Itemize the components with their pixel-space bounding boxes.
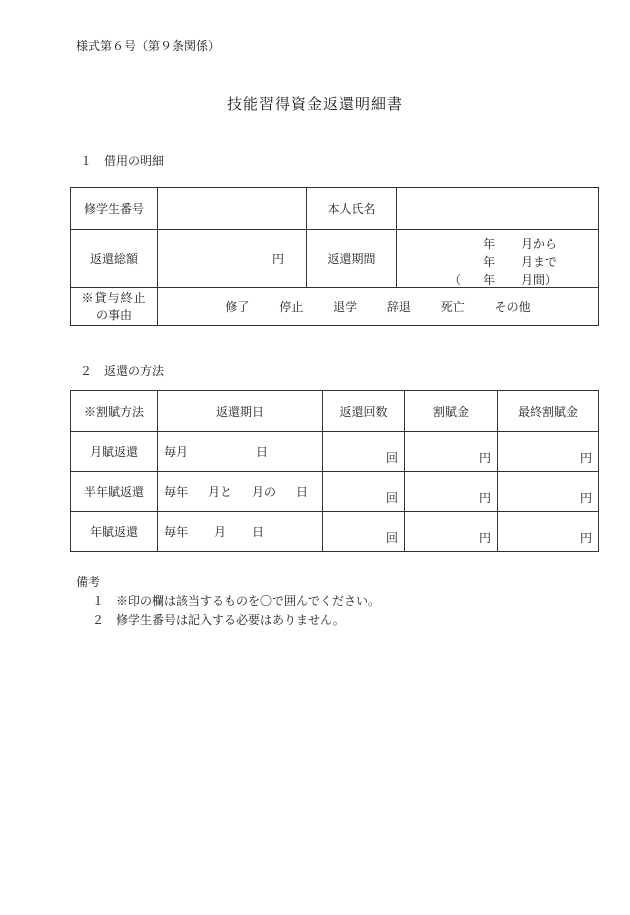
period-label: 返還期間 xyxy=(307,230,397,288)
termination-reason-label-line2: の事由 xyxy=(95,307,132,322)
note-item-2: ２ 修学生番号は記入する必要はありません。 xyxy=(92,613,345,627)
period-field[interactable] xyxy=(397,230,599,288)
student-number-field[interactable] xyxy=(158,188,307,230)
period-start-year: 年 xyxy=(483,237,496,251)
date-word: 日 xyxy=(296,485,309,499)
yen-unit: 円 xyxy=(579,491,592,505)
header-final-installment: 最終割賦金 xyxy=(498,391,599,432)
period-end-year: 年 xyxy=(483,255,496,269)
date-word: 毎年 xyxy=(164,485,189,499)
section1-heading: １ 借用の明細 xyxy=(80,154,165,168)
section2-heading: ２ 返還の方法 xyxy=(80,364,165,378)
method-monthly[interactable]: 月賦返還 xyxy=(71,432,158,472)
installment-field[interactable] xyxy=(405,432,498,472)
loan-details-table xyxy=(70,187,599,326)
note-item-1: １ ※印の欄は該当するものを〇で囲んでください。 xyxy=(92,594,381,608)
date-word: 日 xyxy=(252,525,265,539)
method-annual[interactable]: 年賦返還 xyxy=(71,512,158,552)
installment-field[interactable] xyxy=(405,512,498,552)
count-unit: 回 xyxy=(385,531,398,545)
document-title: 技能習得資金返還明細書 xyxy=(226,95,403,113)
yen-unit: 円 xyxy=(478,531,491,545)
yen-unit: 円 xyxy=(579,531,592,545)
form-number: 様式第６号（第９条関係） xyxy=(76,39,221,53)
reason-suspension[interactable]: 停止 xyxy=(279,300,304,314)
final-installment-field[interactable] xyxy=(498,432,599,472)
due-date-annual[interactable] xyxy=(158,512,323,552)
date-word: 月と xyxy=(208,485,233,499)
table-row xyxy=(71,512,599,552)
date-word: 日 xyxy=(256,445,269,459)
date-word: 毎月 xyxy=(164,445,189,459)
installment-field[interactable] xyxy=(405,472,498,512)
date-word: 毎年 xyxy=(164,525,189,539)
total-amount-field[interactable] xyxy=(158,230,307,288)
total-label: 返還総額 xyxy=(71,230,158,288)
reason-completion[interactable]: 修了 xyxy=(225,300,250,314)
count-unit: 回 xyxy=(385,491,398,505)
yen-unit: 円 xyxy=(478,491,491,505)
notes xyxy=(76,573,380,630)
table-row xyxy=(71,432,599,472)
reason-withdrawal[interactable]: 退学 xyxy=(333,300,358,314)
reason-other[interactable]: その他 xyxy=(494,300,531,314)
period-duration-month: 月間） xyxy=(521,273,558,287)
count-field[interactable] xyxy=(323,512,405,552)
period-duration-year: 年 xyxy=(483,273,496,287)
yen-unit: 円 xyxy=(579,451,592,465)
count-field[interactable] xyxy=(323,432,405,472)
period-paren-open: （ xyxy=(449,273,462,287)
termination-reason-label-line1: ※貸与終止 xyxy=(81,290,147,305)
name-field[interactable] xyxy=(397,188,599,230)
termination-reasons xyxy=(158,288,599,326)
total-yen-unit: 円 xyxy=(271,252,284,266)
header-due-date: 返還期日 xyxy=(158,391,323,432)
date-word: 月の xyxy=(252,485,277,499)
period-start-month: 月から xyxy=(521,237,558,251)
count-unit: 回 xyxy=(385,451,398,465)
count-field[interactable] xyxy=(323,472,405,512)
reason-death[interactable]: 死亡 xyxy=(440,300,465,314)
final-installment-field[interactable] xyxy=(498,472,599,512)
period-end-month: 月まで xyxy=(521,255,558,269)
due-date-monthly[interactable] xyxy=(158,432,323,472)
notes-heading: 備考 xyxy=(76,575,101,589)
yen-unit: 円 xyxy=(478,451,491,465)
reason-resignation[interactable]: 辞退 xyxy=(386,300,411,314)
date-word: 月 xyxy=(214,525,227,539)
header-count: 返還回数 xyxy=(323,391,405,432)
repayment-method-table xyxy=(70,390,599,552)
final-installment-field[interactable] xyxy=(498,512,599,552)
method-semiannual[interactable]: 半年賦返還 xyxy=(71,472,158,512)
header-installment: 割賦金 xyxy=(405,391,498,432)
name-label: 本人氏名 xyxy=(307,188,397,230)
student-number-label: 修学生番号 xyxy=(71,188,158,230)
due-date-semiannual[interactable] xyxy=(158,472,323,512)
termination-reason-label xyxy=(71,288,158,326)
table-row xyxy=(71,472,599,512)
header-method: ※割賦方法 xyxy=(71,391,158,432)
